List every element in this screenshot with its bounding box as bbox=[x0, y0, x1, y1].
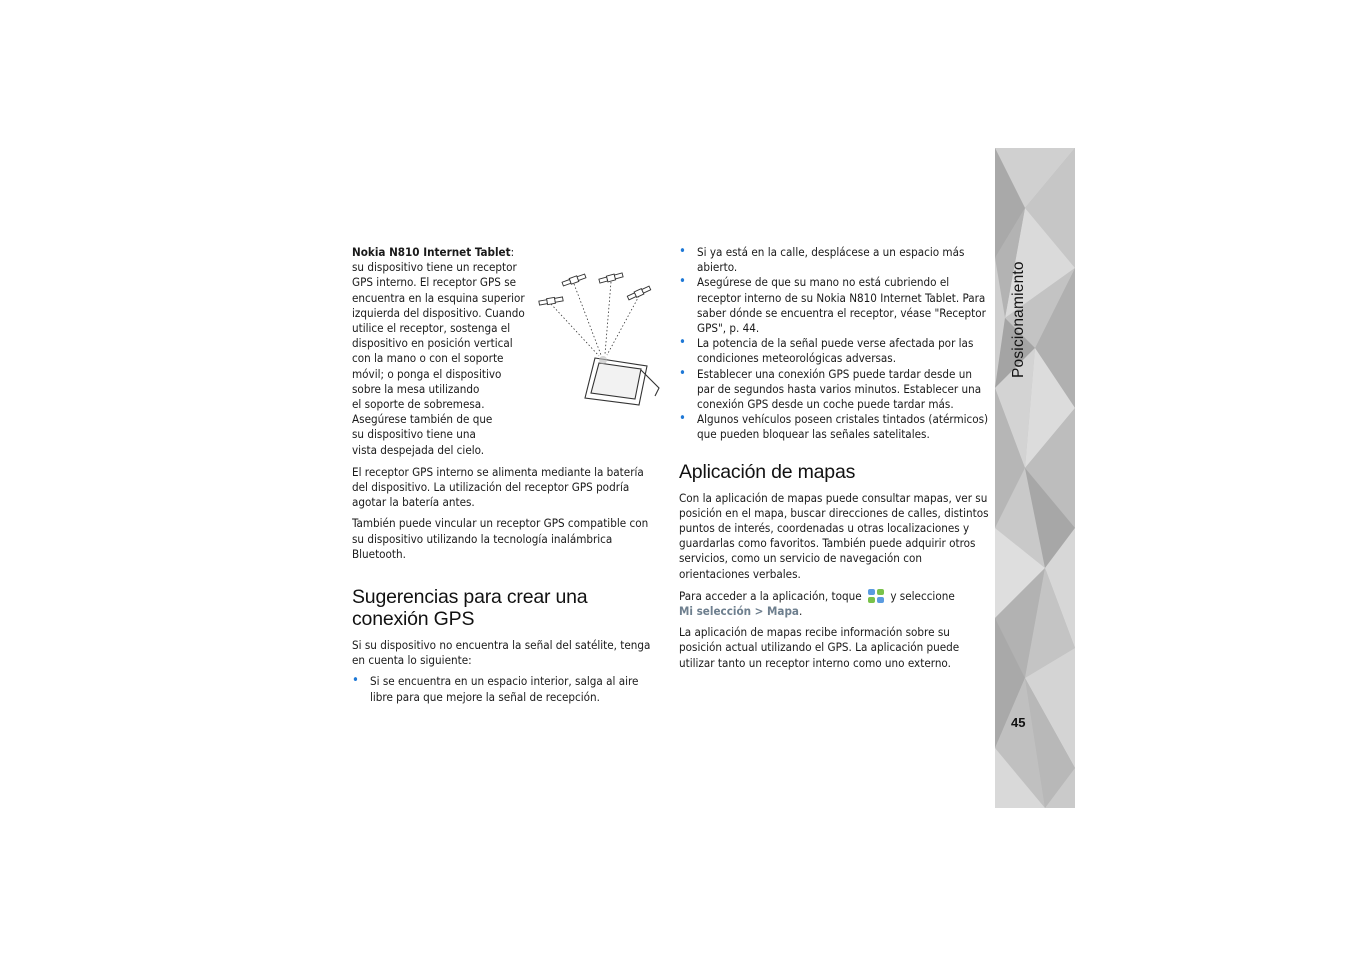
intro-heading-line bbox=[352, 245, 530, 260]
intro-line: GPS interno. El receptor GPS se bbox=[352, 275, 517, 290]
intro-line: vista despejada del cielo. bbox=[352, 442, 485, 457]
tips-list-continued bbox=[679, 245, 991, 443]
bullet-icon: • bbox=[679, 335, 686, 351]
tips-intro: Si su dispositivo no encuentra la señal del satélite, tenga en cuenta lo siguiente: bbox=[352, 638, 651, 668]
intro-line: con la mano o con el soporte bbox=[352, 351, 504, 366]
bullet-icon: • bbox=[679, 365, 686, 381]
intro-line: dispositivo en posición vertical bbox=[352, 336, 513, 351]
intro-line: el soporte de sobremesa. bbox=[352, 397, 485, 412]
battery-paragraph: El receptor GPS interno se alimenta mediante la batería del dispositivo. La utilización del receptor GPS podría agotar la batería antes. bbox=[352, 464, 644, 510]
device-name: Nokia N810 Internet Tablet bbox=[352, 245, 511, 259]
bullet-icon: • bbox=[679, 244, 686, 259]
list-item: • Asegúrese de que su mano no está cubriendo el receptor interno de su Nokia N810 Internet Tablet. Para saber dónde se encuentra el receptor, véase "Receptor GPS", p. 44. bbox=[679, 274, 986, 336]
gps-info-paragraph: La aplicación de mapas recibe información sobre su posición actual utilizando el GPS. La aplicación puede utilizar tanto un receptor interno como uno externo. bbox=[679, 625, 960, 670]
intro-colon: : bbox=[510, 245, 515, 259]
bluetooth-paragraph: También puede vincular un receptor GPS compatible con su dispositivo utilizando la tecnología inalámbrica Bluetooth. bbox=[352, 516, 649, 561]
chapter-sidebar bbox=[995, 148, 1075, 808]
intro-line: izquierda del dispositivo. Cuando bbox=[352, 305, 525, 320]
tips-list bbox=[352, 674, 662, 704]
intro-line: su dispositivo tiene un receptor bbox=[352, 260, 517, 275]
menu-path: Mi selección > Mapa bbox=[679, 604, 799, 619]
page-number: 45 bbox=[1011, 715, 1026, 730]
sidebar-pattern bbox=[995, 148, 1075, 808]
list-item: • Si se encuentra en un espacio interior, salga al aire libre para que mejore la señal de recepción. bbox=[352, 673, 639, 704]
intro-line: utilice el receptor, sostenga el bbox=[352, 321, 511, 336]
intro-line: su dispositivo tiene una bbox=[352, 427, 476, 442]
maps-paragraph: Con la aplicación de mapas puede consultar mapas, ver su posición en el mapa, buscar direcciones de calles, distintos puntos de interés, coordenadas u otras localizaciones y guardarlas como favoritos. También puede adquirir otros servicios, como un servicio de navegación con orientaciones verbales. bbox=[679, 490, 989, 581]
access-paragraph: Para acceder a la aplicación, toque y seleccione Mi selección > Mapa. bbox=[679, 588, 955, 619]
my-selection-icon[interactable] bbox=[867, 588, 885, 604]
section-title: Posicionamiento bbox=[1010, 261, 1027, 378]
bullet-icon: • bbox=[679, 411, 686, 427]
bullet-icon: • bbox=[352, 673, 359, 689]
maps-heading: Aplicación de mapas bbox=[679, 460, 856, 483]
right-column bbox=[679, 245, 991, 677]
tips-heading: Sugerencias para crear una conexión GPS bbox=[352, 586, 588, 631]
list-item: • Algunos vehículos poseen cristales tintados (atérmicos) que pueden bloquear las señales satelitales. bbox=[679, 411, 989, 442]
intro-line: encuentra en la esquina superior bbox=[352, 290, 525, 305]
list-item: • Si ya está en la calle, desplácese a un espacio más abierto. bbox=[679, 244, 965, 275]
intro-block bbox=[352, 245, 530, 458]
list-item: • La potencia de la señal puede verse afectada por las condiciones meteorológicas adversas. bbox=[679, 335, 974, 366]
intro-line: móvil; o ponga el dispositivo bbox=[352, 366, 502, 381]
intro-line: Asegúrese también de que bbox=[352, 412, 493, 427]
left-column bbox=[352, 245, 662, 711]
intro-line: sobre la mesa utilizando bbox=[352, 381, 480, 396]
bullet-icon: • bbox=[679, 274, 686, 290]
list-item: • Establecer una conexión GPS puede tardar desde un par de segundos hasta varios minutos. Establecer una conexión GPS desde un coche puede tardar más. bbox=[679, 365, 982, 412]
